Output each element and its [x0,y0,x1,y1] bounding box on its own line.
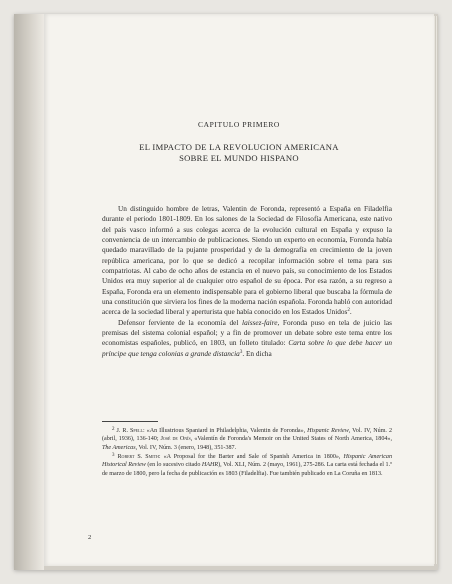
footnote-3-number: 3 [112,453,115,459]
footnote-3-text-a: : «A Proposal for the Barter and Sale of Spanish America in 1800», [158,454,344,461]
footnote-ref-3: 3 [239,349,243,355]
footnote-2 [102,427,392,452]
chapter-title-line-2: SOBRE EL MUNDO HISPANO [179,153,299,163]
footnote-2-text-d: , Vol. IV, Núm. 3 (enero, 1948), 351-387. [135,444,237,451]
footnotes [102,427,392,479]
paragraph-2-text-b: , Foronda puso en tela de juicio las premisas del sistema colonial español; y a fin de promover un debate sobre este tema entre los economistas españoles, publicó, en 1803, un folleto titulado: [102,317,392,348]
footnote-2-author-2: José de Onís [160,436,191,443]
footnote-3-abbr: HAHR [201,462,219,469]
book-page [44,14,434,566]
footnote-2-text-c: , «Valentín de Foronda's Memoir on the United States of North America, 1804», [190,436,393,443]
footnote-2-journal: Hispanic Review [307,428,349,434]
paragraph-1 [102,204,392,318]
footnote-2-text-b: , Vol. IV, Núm. 2 (abril, 1936), 136-140; [102,428,393,443]
footnote-2-journal-2: The Americas [102,444,136,451]
footnote-2-number: 2 [112,427,115,432]
footnote-ref-2: 2 [347,308,350,314]
footnote-3-text-b: (en lo sucesivo citado [145,462,202,469]
footnote-2-text-a: : «An Illustrious Spaniard in Philadelphia, Valentin de Foronda», [142,428,308,434]
paragraph-1-end: . [349,307,352,317]
paragraph-2-end: . En dicha [242,348,272,358]
paragraph-2-italic-1: laissez-faire [242,317,278,327]
book-spine [14,14,44,570]
footnote-3-author: Robert S. Smith [117,454,159,461]
footnote-rule [102,421,158,422]
footnote-3-text-c: ), Vol. XLI, Núm. 2 (mayo, 1961), 275-286. La carta está fechada el 1.º de marzo de 1800, pero la fecha de publicación es 1803 (Filadelfia). Fue también publicado en La Coruña en 1813. [102,462,392,477]
body-text [102,204,392,359]
footnote-3-journal: Hispanic American Historical Review [102,454,393,469]
chapter-title [74,142,404,164]
footnote-2-author: J. R. Spell [116,428,143,434]
chapter-title-line-1: EL IMPACTO DE LA REVOLUCION AMERICANA [139,142,339,152]
paragraph-1-text: Un distinguido hombre de letras, Valentin de Foronda, representó a España en Filadelfia durante el periodo 1801-1809. En los salones de la Sociedad de Filosofía Americana, este nativo del país vasco informó a sus colegas acerca de la evolución cultural en España y expuso la conveniencia de un intercambio de publicaciones. Siendo un experto en economía, Foronda había quedado maravillado de la pujante prosperidad y de la demografía en crecimiento de la joven república americana, por lo que se dedicó a recopilar información sobre el tema para sus compatriotas. Al cabo de ocho años de estancia en el nuevo país, su conocimiento de los Estados Unidos era muy superior al de cualquier otro español de su época. Por esa razón, a su regreso a España, Foronda era un elemento indispensable para el gobierno liberal que buscaba la fórmula de una constitución que sirviera los fines de la moderna nación española. Foronda habló con autoridad acerca de la sociedad liberal y aperturista que había conocido en los Estados Unidos [102,204,392,317]
chapter-heading: CAPITULO PRIMERO [198,120,280,129]
paragraph-2-text-a: Defensor ferviente de la economía del [118,317,243,327]
paragraph-2-italic-2: Carta sobre lo que debe hacer un príncipe que tenga colonias a grande distancia [102,338,392,358]
footnote-3 [102,453,392,478]
page-number: 2 [88,534,92,541]
paragraph-2 [102,318,392,359]
page-edge [434,16,438,564]
